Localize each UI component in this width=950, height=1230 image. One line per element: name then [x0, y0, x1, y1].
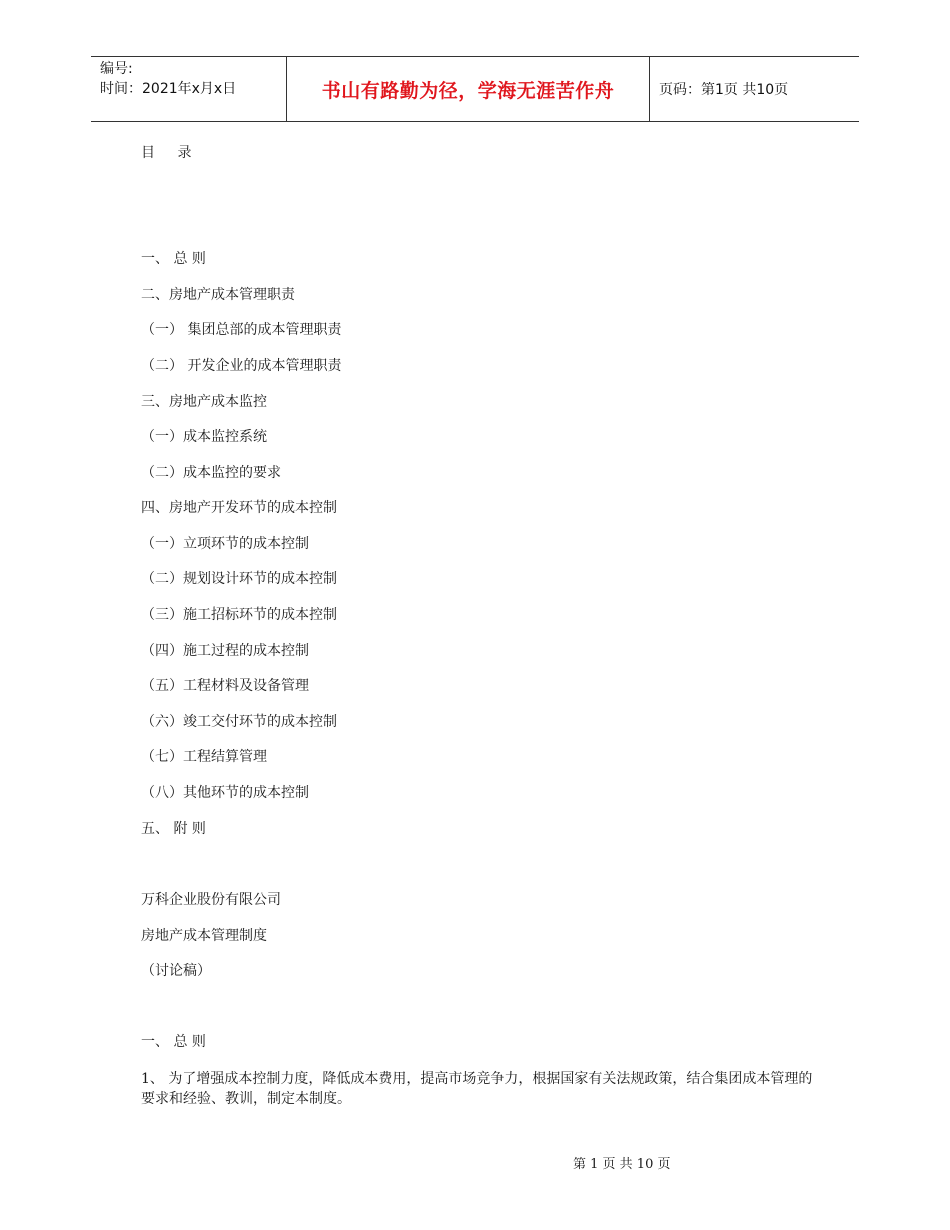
toc-item: （八）其他环节的成本控制: [141, 785, 309, 801]
toc-item: （四）施工过程的成本控制: [141, 643, 309, 659]
page-header: [91, 56, 859, 122]
toc-item: （一） 集团总部的成本管理职责: [141, 322, 342, 338]
body-paragraph: 1、 为了增强成本控制力度，降低成本费用，提高市场竞争力，根据国家有关法规政策，结合集团成本管理的要求和经验、教训，制定本制度。: [141, 1071, 813, 1107]
document-number-label: 编号:: [100, 61, 133, 77]
document-time-label: 时间：2021年x月x日: [100, 81, 237, 97]
toc-item: （一）成本监控系统: [141, 429, 267, 445]
toc-item: （一）立项环节的成本控制: [141, 536, 309, 552]
header-motto: 书山有路勤为径，学海无涯苦作舟: [287, 57, 650, 121]
toc-item: （二） 开发企业的成本管理职责: [141, 358, 342, 374]
toc-item: （六）竣工交付环节的成本控制: [141, 714, 337, 730]
header-page-code: 页码：第1页 共10页: [659, 82, 789, 98]
toc-item: （三）施工招标环节的成本控制: [141, 607, 337, 623]
toc-item: 三、房地产成本监控: [141, 394, 267, 410]
toc-title: 目 录: [141, 145, 201, 161]
toc-item: 二、房地产成本管理职责: [141, 287, 295, 303]
toc-item: （七）工程结算管理: [141, 749, 267, 765]
toc-item: 五、 附 则: [141, 821, 206, 837]
section-heading: 一、 总 则: [141, 1034, 206, 1050]
document-title: 房地产成本管理制度: [141, 928, 267, 944]
toc-item: （五）工程材料及设备管理: [141, 678, 309, 694]
page-footer: 第 1 页 共 10 页: [573, 1157, 671, 1172]
toc-item: （二）规划设计环节的成本控制: [141, 571, 337, 587]
company-name: 万科企业股份有限公司: [141, 892, 281, 908]
header-meta: [91, 57, 287, 121]
toc-item: 一、 总 则: [141, 251, 206, 267]
document-status: （讨论稿）: [141, 963, 211, 979]
toc-item: 四、房地产开发环节的成本控制: [141, 500, 337, 516]
toc-item: （二）成本监控的要求: [141, 465, 281, 481]
